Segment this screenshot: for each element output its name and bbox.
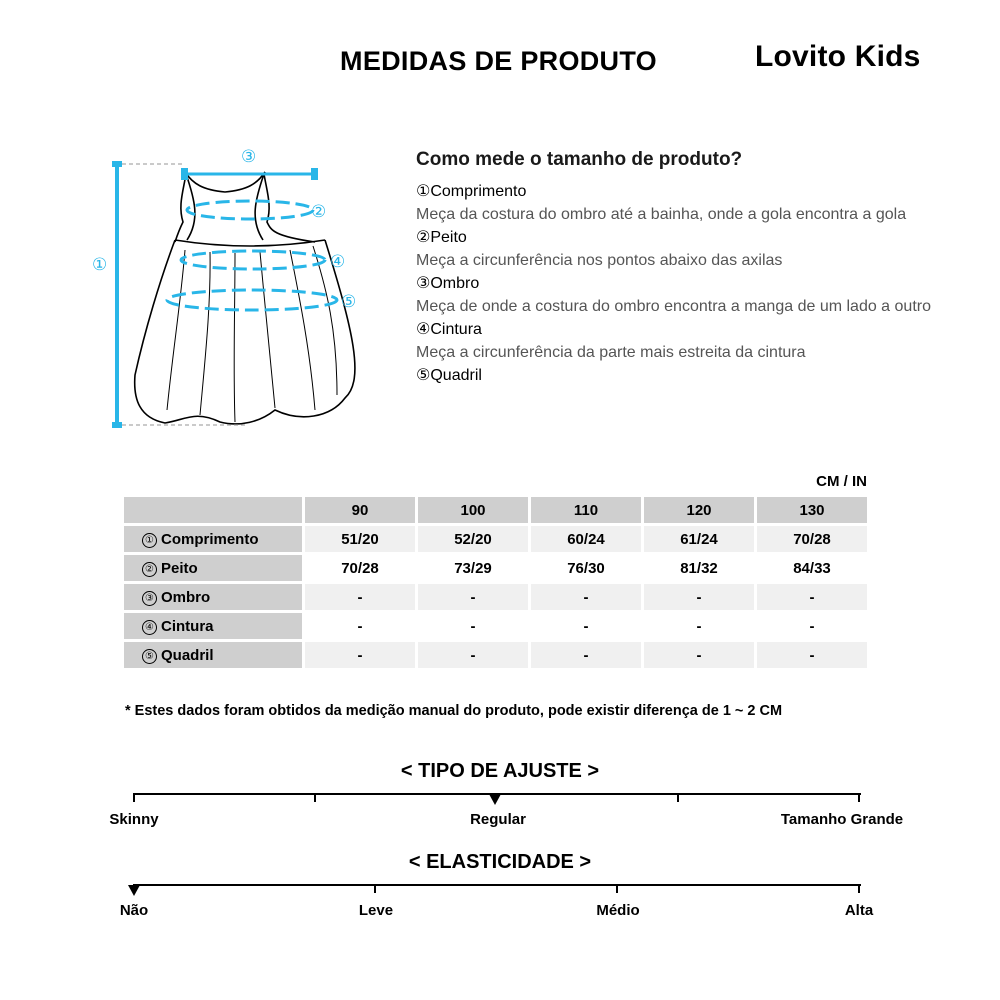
table-cell: - <box>531 642 641 668</box>
elasticity-label-medium: Médio <box>596 902 640 919</box>
table-cell: - <box>531 613 641 639</box>
table-cell: 84/33 <box>757 555 867 581</box>
fit-selected-marker <box>489 794 501 805</box>
instruction-description: Meça a circunferência nos pontos abaixo das axilas <box>416 252 783 269</box>
instruction-shoulder <box>416 273 936 318</box>
table-cell: - <box>644 613 754 639</box>
size-table <box>121 494 870 671</box>
marker-waist: ④ <box>330 252 346 272</box>
fit-label-skinny: Skinny <box>109 811 159 828</box>
instruction-number: ① <box>416 183 431 200</box>
fit-scale-tick <box>133 793 135 802</box>
table-cell: 81/32 <box>644 555 754 581</box>
instruction-hip <box>416 365 936 387</box>
table-row <box>124 555 867 581</box>
instruction-number: ④ <box>416 321 431 338</box>
table-cell: 61/24 <box>644 526 754 552</box>
table-cell: 51/20 <box>305 526 415 552</box>
table-cell: 70/28 <box>757 526 867 552</box>
instruction-waist <box>416 319 936 364</box>
instruction-number: ③ <box>416 275 431 292</box>
table-cell: - <box>757 642 867 668</box>
elasticity-label-light: Leve <box>358 902 394 919</box>
instruction-description: Meça a circunferência da parte mais estreita da cintura <box>416 344 806 361</box>
measurement-note: * Estes dados foram obtidos da medição manual do produto, pode existir diferença de 1 ~ 2 CM <box>125 703 783 719</box>
fit-scale-tick <box>314 793 316 802</box>
elasticity-scale-tick <box>374 884 376 893</box>
table-corner <box>124 497 302 523</box>
instruction-description: Meça da costura do ombro até a bainha, onde a gola encontra a gola <box>416 206 907 223</box>
instruction-number: ② <box>416 229 431 246</box>
dress-illustration <box>75 140 395 440</box>
page-title: MEDIDAS DE PRODUTO <box>340 46 657 76</box>
table-cell: - <box>305 584 415 610</box>
elasticity-scale-title: < ELASTICIDADE > <box>408 851 592 873</box>
instruction-name: Peito <box>430 229 467 246</box>
table-cell: - <box>757 613 867 639</box>
fit-label-large: Tamanho Grande <box>780 811 904 828</box>
row-label: ⑤ Quadril <box>124 642 302 668</box>
elasticity-selected-marker <box>128 885 140 896</box>
instruction-number: ⑤ <box>416 367 431 384</box>
fit-scale-tick <box>677 793 679 802</box>
measurement-instructions <box>416 149 936 387</box>
elasticity-scale-tick <box>858 884 860 893</box>
table-cell: - <box>418 584 528 610</box>
instruction-description: Meça de onde a costura do ombro encontra a manga de um lado a outro <box>416 298 931 315</box>
table-cell: 60/24 <box>531 526 641 552</box>
unit-label: CM / IN <box>816 473 867 490</box>
row-label: ③ Ombro <box>124 584 302 610</box>
elasticity-label-none: Não <box>119 902 149 919</box>
table-cell: - <box>418 642 528 668</box>
size-header-row <box>124 497 867 523</box>
instruction-name: Quadril <box>430 367 482 384</box>
size-column-header: 110 <box>531 497 641 523</box>
row-label: ④ Cintura <box>124 613 302 639</box>
table-cell: 73/29 <box>418 555 528 581</box>
table-cell: 70/28 <box>305 555 415 581</box>
size-column-header: 100 <box>418 497 528 523</box>
row-label: ② Peito <box>124 555 302 581</box>
table-cell: 76/30 <box>531 555 641 581</box>
table-cell: - <box>644 642 754 668</box>
fit-scale-title: < TIPO DE AJUSTE > <box>400 760 600 782</box>
dress-measurement-diagram <box>75 140 395 440</box>
instruction-length <box>416 181 936 226</box>
shoulder-indicator <box>181 168 318 180</box>
instruction-chest <box>416 227 936 272</box>
table-cell: - <box>305 613 415 639</box>
table-row <box>124 584 867 610</box>
elasticity-scale-tick <box>616 884 618 893</box>
instructions-list <box>416 181 936 387</box>
marker-hip: ⑤ <box>341 292 357 312</box>
table-row <box>124 613 867 639</box>
marker-chest: ② <box>311 202 327 222</box>
row-label: ① Comprimento <box>124 526 302 552</box>
table-cell: - <box>757 584 867 610</box>
marker-shoulder: ③ <box>241 147 257 167</box>
elasticity-scale-line <box>133 884 861 886</box>
size-column-header: 90 <box>305 497 415 523</box>
table-row <box>124 642 867 668</box>
table-cell: - <box>305 642 415 668</box>
marker-length: ① <box>92 255 108 275</box>
brand-logo: Lovito Kids <box>755 40 921 73</box>
table-cell: - <box>418 613 528 639</box>
instruction-name: Ombro <box>430 275 480 292</box>
fit-scale-tick <box>858 793 860 802</box>
instruction-name: Comprimento <box>430 183 527 200</box>
table-cell: - <box>644 584 754 610</box>
elasticity-label-high: Alta <box>844 902 874 919</box>
fit-label-regular: Regular <box>470 811 526 828</box>
size-column-header: 120 <box>644 497 754 523</box>
table-cell: 52/20 <box>418 526 528 552</box>
instruction-name: Cintura <box>430 321 482 338</box>
instructions-title: Como mede o tamanho de produto? <box>416 149 743 170</box>
size-column-header: 130 <box>757 497 867 523</box>
table-cell: - <box>531 584 641 610</box>
skirt-folds <box>167 246 337 422</box>
table-row <box>124 526 867 552</box>
